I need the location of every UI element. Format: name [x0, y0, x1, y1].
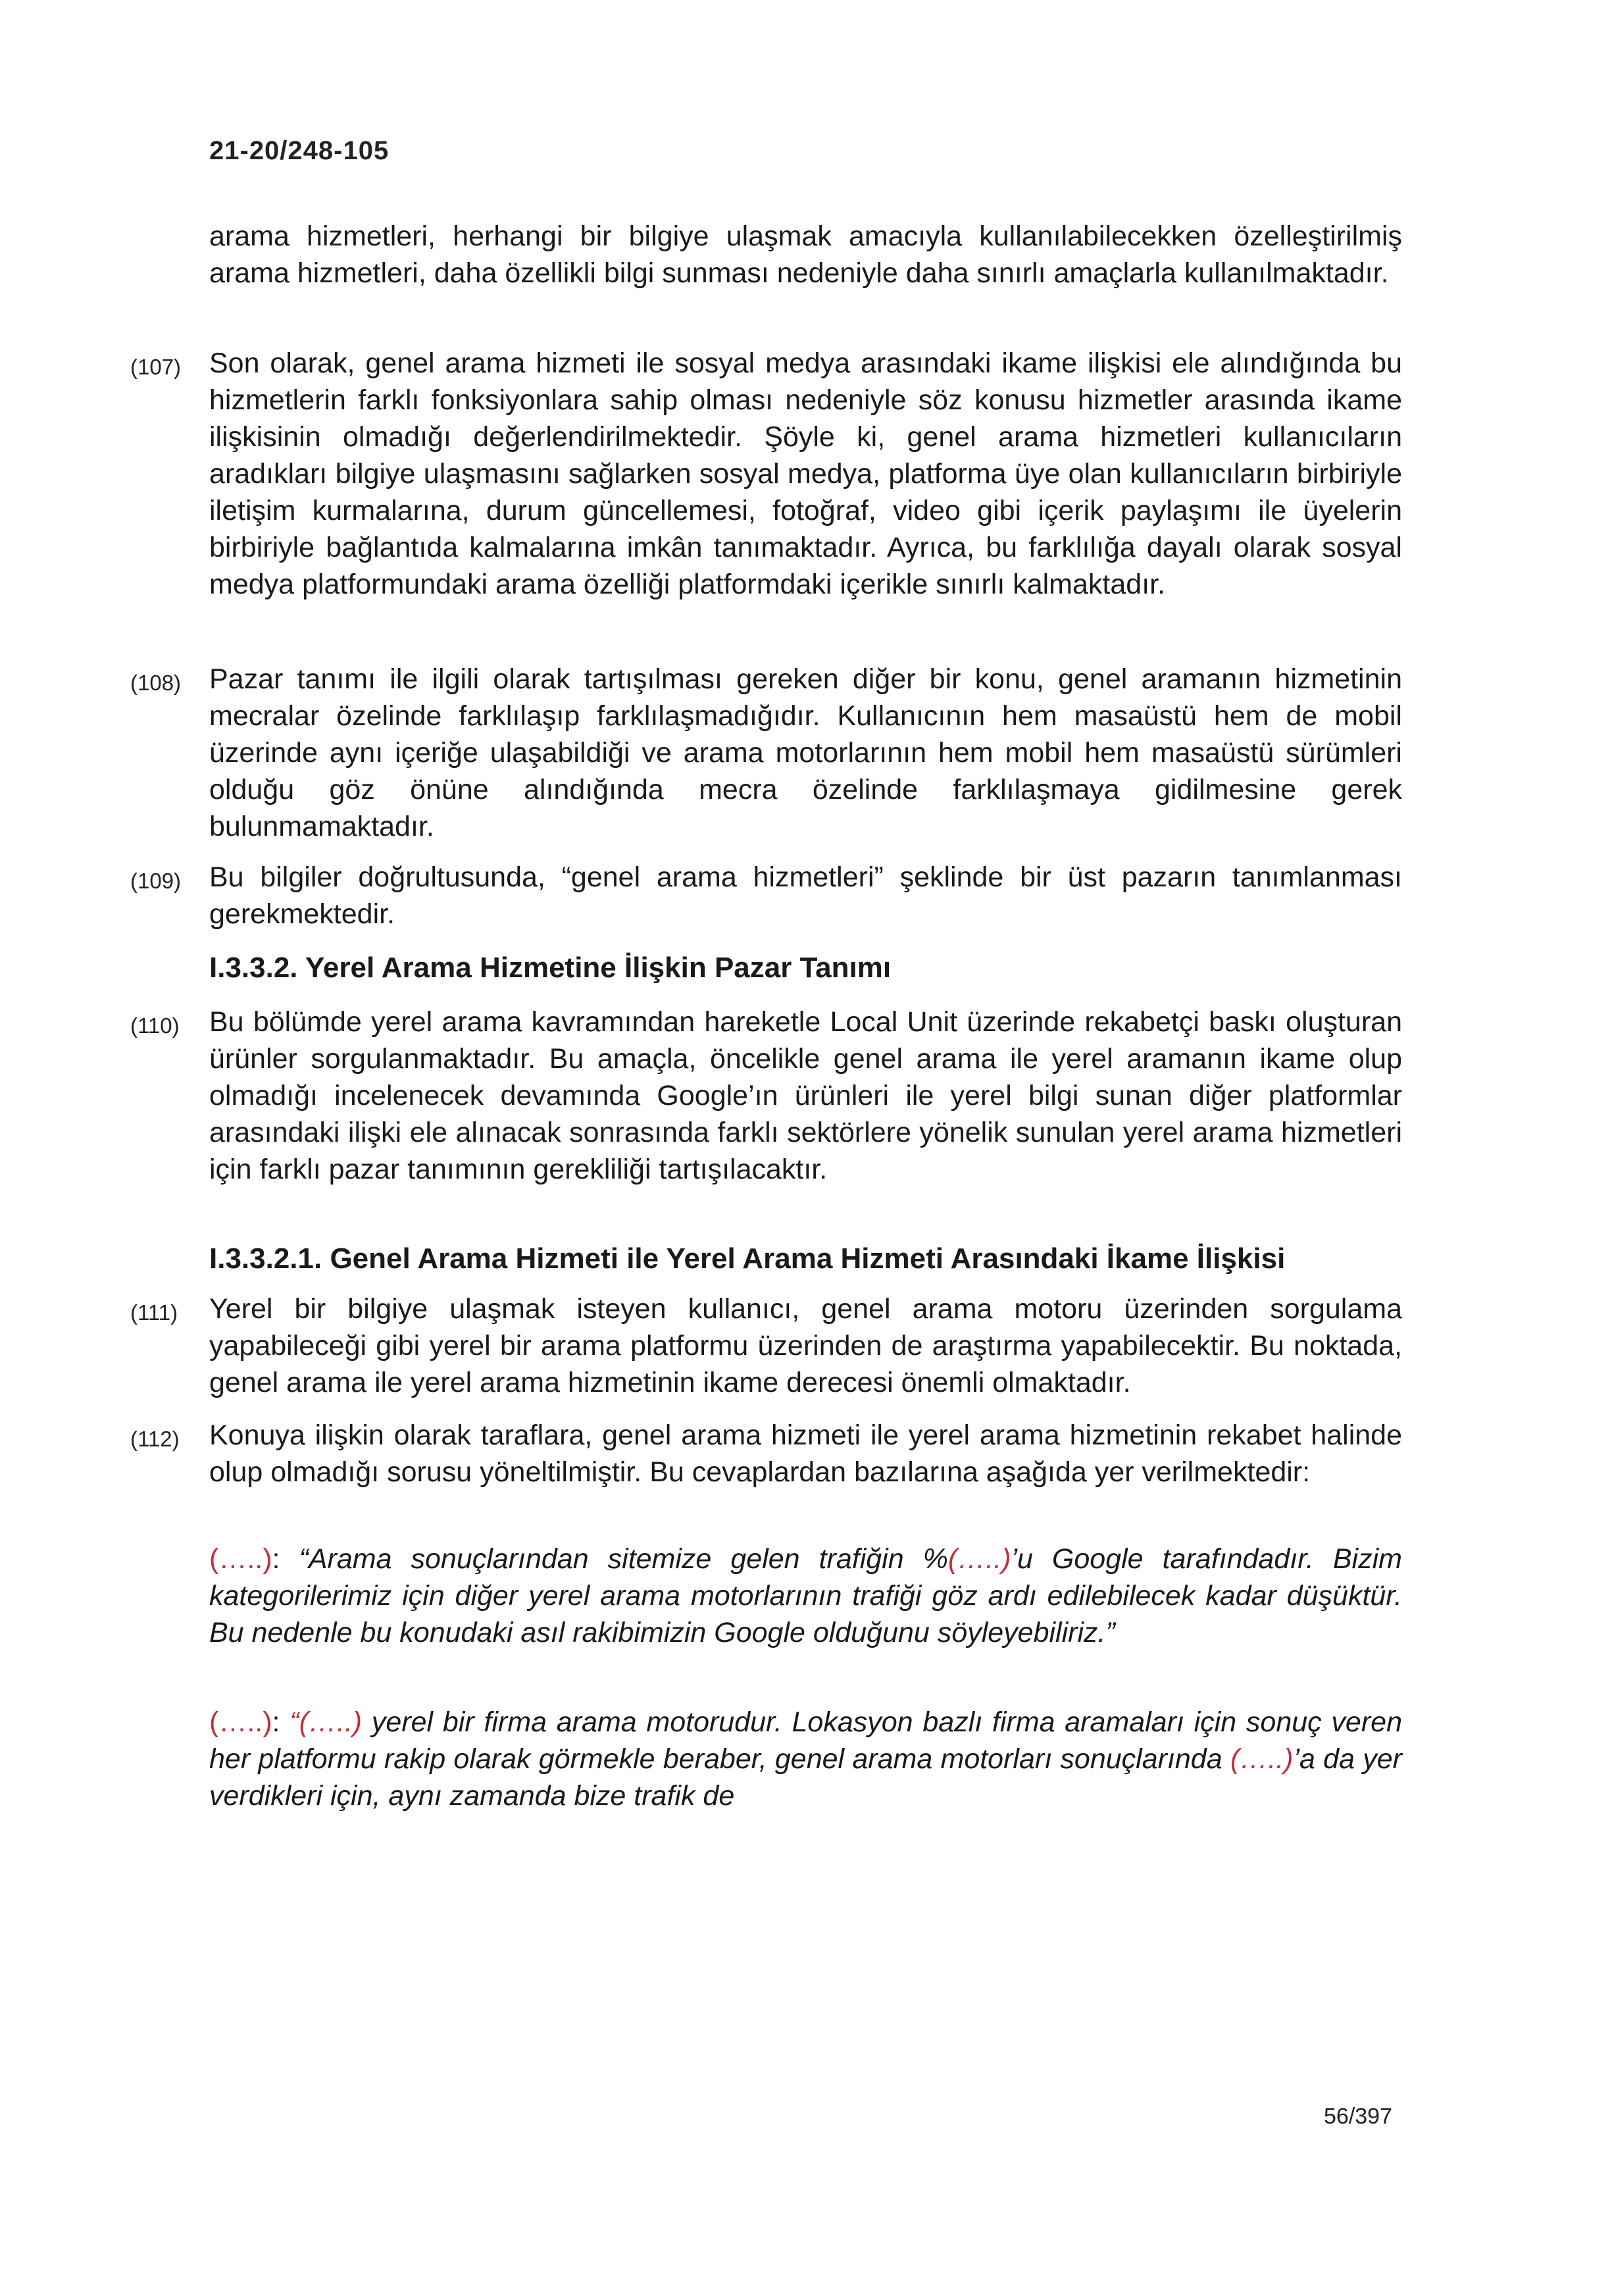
quote-open-mark: “ [290, 1706, 299, 1738]
page-number: 56/397 [1324, 2104, 1392, 2129]
paragraph-107 [130, 345, 1402, 603]
quote-text: ’a da yer verdikleri için, aynı zamanda bize trafik de [209, 1743, 1402, 1812]
quote-colon: : [272, 1706, 290, 1738]
paragraph-text: Bu bilgiler doğrultusunda, “genel arama hizmetleri” şeklinde bir üst pazarın tanımlanması gerekmektedir. [209, 861, 1402, 930]
paragraph-number: (112) [130, 1427, 180, 1451]
quote-text: ’u Google tarafındadır. Bizim kategorilerimiz için diğer yerel arama motorlarının trafiği göz ardı edilebilecek kadar düşüktür. Bu nedenle bu konudaki asıl rakibimizin Google olduğunu söyleyebiliriz.” [209, 1543, 1402, 1648]
paragraph-number: (110) [130, 1013, 180, 1038]
quote-text: yerel bir firma arama motorudur. Lokasyon bazlı firma aramaları için sonuç veren her platformu rakip olarak görmekle beraber, genel arama motorları sonuçlarında [209, 1706, 1402, 1775]
section-heading [209, 950, 1402, 986]
paragraph-number: (111) [130, 1300, 178, 1325]
redacted-value: (…..) [1230, 1743, 1294, 1775]
redacted-source: (…..) [209, 1706, 272, 1738]
paragraph-number: (108) [130, 671, 182, 695]
paragraph-111 [130, 1290, 1402, 1401]
heading-text: I.3.3.2. Yerel Arama Hizmetine İlişkin Pazar Tanımı [209, 952, 892, 984]
paragraph-text: arama hizmetleri, herhangi bir bilgiye ulaşmak amacıyla kullanılabilecekken özelleştirilmiş arama hizmetleri, daha özellikli bilgi sunması nedeniyle daha sınırlı amaçlarla kullanılmaktadır. [209, 220, 1402, 289]
heading-text: I.3.3.2.1. Genel Arama Hizmeti ile Yerel Arama Hizmeti Arasındaki İkame İlişkisi [209, 1242, 1286, 1275]
redacted-value: (…..) [947, 1543, 1011, 1575]
paragraph-112 [130, 1417, 1402, 1491]
paragraph-text: Konuya ilişkin olarak taraflara, genel arama hizmeti ile yerel arama hizmetinin rekabet halinde olup olmadığı sorusu yöneltilmiştir. Bu cevaplardan bazılarına aşağıda yer verilmektedir: [209, 1419, 1402, 1488]
redacted-source: (…..) [209, 1543, 272, 1575]
quote-block-2 [209, 1704, 1402, 1814]
paragraph-text: Yerel bir bilgiye ulaşmak isteyen kullanıcı, genel arama motoru üzerinden sorgulama yapabileceği gibi yerel bir arama platformu üzerinden de araştırma yapabilecektir. Bu noktada, genel arama ile yerel arama hizmetinin ikame derecesi önemli olmaktadır. [209, 1293, 1402, 1398]
paragraph-110 [130, 1004, 1402, 1188]
quote-text: “Arama sonuçlarından sitemize gelen trafiğin % [299, 1543, 948, 1575]
subsection-heading [209, 1240, 1402, 1277]
paragraph-text: Pazar tanımı ile ilgili olarak tartışılması gereken diğer bir konu, genel aramanın hizmetinin mecralar özelinde farklılaşıp farklılaşmadığıdır. Kullanıcının hem masaüstü hem de mobil üzerinde aynı içeriğe ulaşabildiği ve arama motorlarının hem mobil hem masaüstü sürümleri olduğu göz önüne alındığında mecra özelinde farklılaşmaya gidilmesine gerek bulunmamaktadır. [209, 663, 1402, 842]
paragraph-108 [130, 661, 1402, 845]
paragraph-number: (109) [130, 869, 182, 893]
paragraph-number: (107) [130, 355, 182, 379]
quote-block-1 [209, 1541, 1402, 1651]
paragraph-text: Bu bölümde yerel arama kavramından hareketle Local Unit üzerinde rekabetçi baskı oluşturan ürünler sorgulanmaktadır. Bu amaçla, öncelikle genel arama ile yerel aramanın ikame olup olmadığı incelenecek devamında Google’ın ürünleri ile yerel bilgi sunan diğer platformlar arasındaki ilişki ele alınacak sonrasında farklı sektörlere yönelik sunulan yerel arama hizmetleri için farklı pazar tanımının gerekliliği tartışılacaktır. [209, 1006, 1402, 1185]
paragraph-109 [130, 859, 1402, 932]
quote-colon: : [272, 1543, 299, 1575]
continuation-paragraph [209, 218, 1402, 292]
redacted-value: (…..) [299, 1706, 363, 1738]
document-number: 21-20/248-105 [209, 136, 390, 165]
paragraph-text: Son olarak, genel arama hizmeti ile sosyal medya arasındaki ikame ilişkisi ele alındığında bu hizmetlerin farklı fonksiyonlara sahip olması nedeniyle söz konusu hizmetler arasında ikame ilişkisinin olmadığı değerlendirilmektedir. Şöyle ki, genel arama hizmetleri kullanıcıların aradıkları bilgiye ulaşmasını sağlarken sosyal medya, platforma üye olan kullanıcıların birbiriyle iletişim kurmalarına, durum güncellemesi, fotoğraf, video gibi içerik paylaşımı ile üyelerin birbiriyle bağlantıda kalmalarına imkân tanımaktadır. Ayrıca, bu farklılığa dayalı olarak sosyal medya platformundaki arama özelliği platformdaki içerikle sınırlı kalmaktadır. [209, 347, 1402, 600]
